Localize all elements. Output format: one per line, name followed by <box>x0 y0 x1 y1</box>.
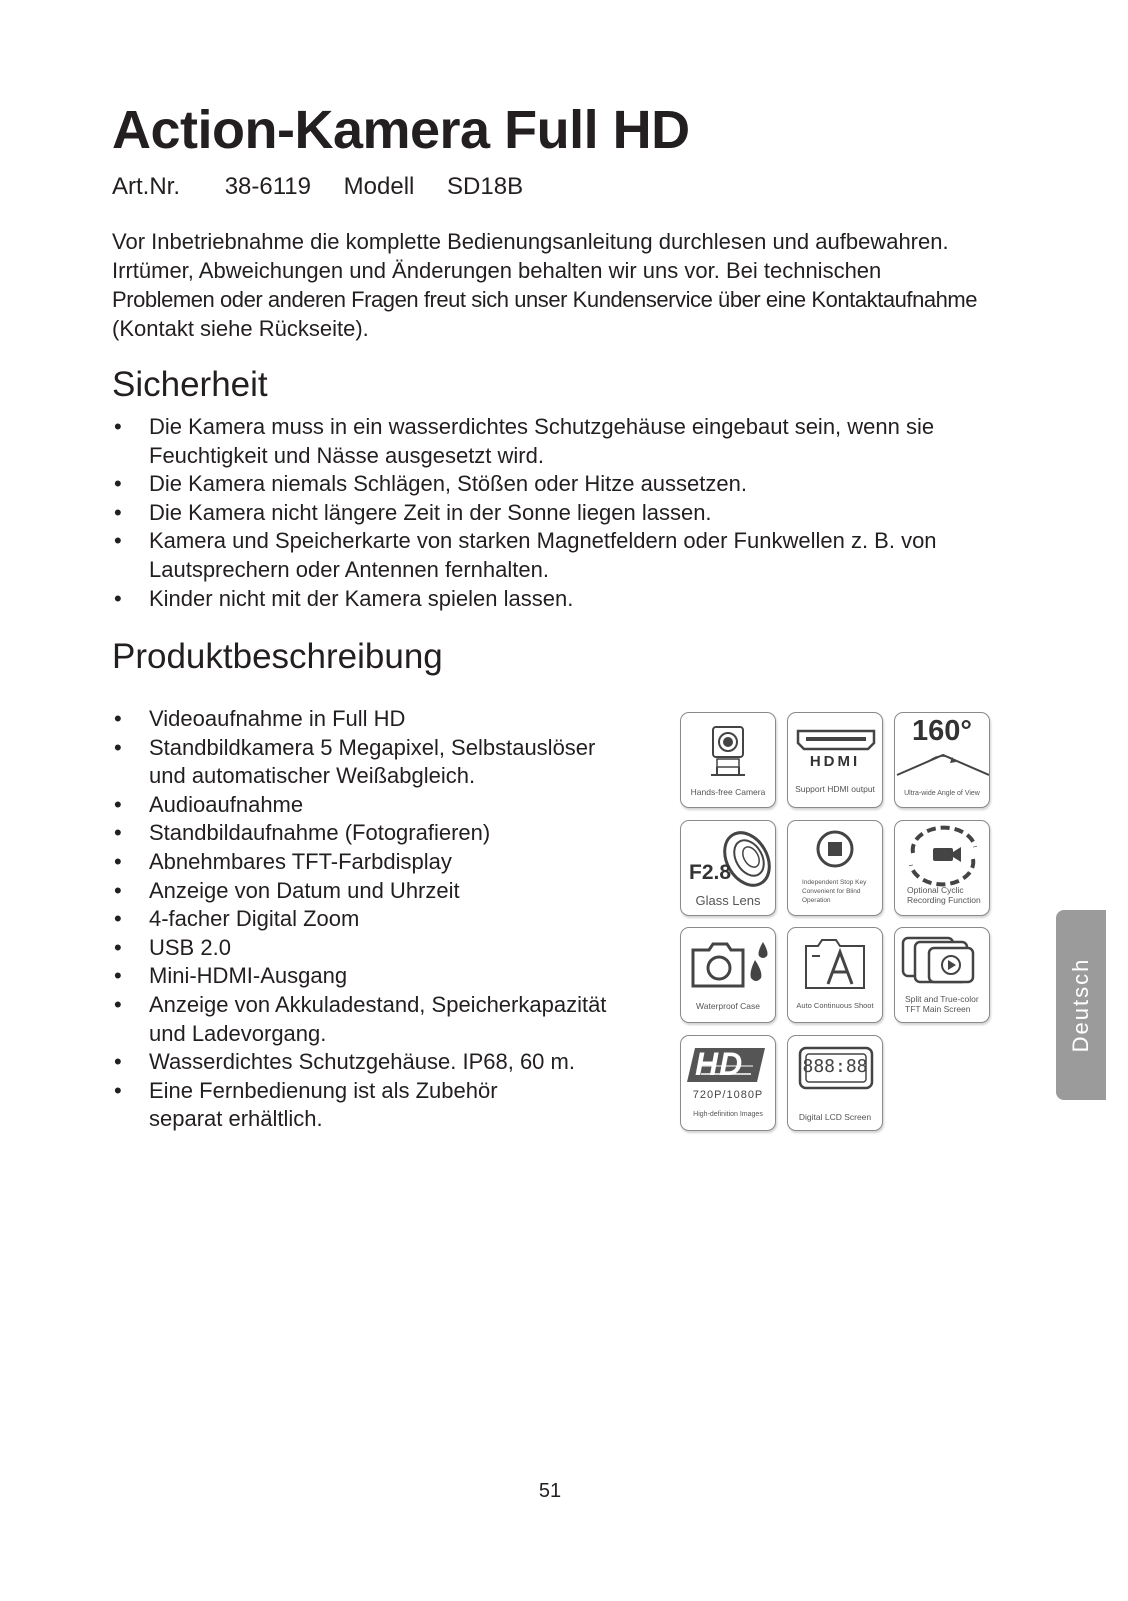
product-feature-list <box>112 705 606 1134</box>
hd-resolution: 720P/1080P <box>692 1089 764 1101</box>
feature-tile-hands-free <box>680 712 776 808</box>
product-feature-item <box>112 934 606 963</box>
feature-caption: Auto Continuous Shoot <box>796 1001 874 1010</box>
angle-value: 160° <box>912 715 972 747</box>
list-item-text: und automatischer Weißabgleich. <box>149 763 476 789</box>
caption-line: Recording Function <box>907 895 981 905</box>
list-item-text: Standbildaufnahme (Fotografieren) <box>149 820 491 846</box>
bullet-icon: • <box>114 1077 122 1103</box>
caption-line: Operation <box>802 897 831 904</box>
bullet-icon: • <box>114 934 122 960</box>
list-item-text: Kamera und Speicherkarte von starken Magnetfeldern oder Funkwellen z. B. von <box>149 528 937 554</box>
feature-caption: Ultra-wide Angle of View <box>904 790 980 797</box>
hd-logo: HD <box>695 1046 744 1082</box>
list-item-text: Mini-HDMI-Ausgang <box>149 963 348 989</box>
bullet-icon: • <box>114 991 122 1017</box>
bullet-icon: • <box>114 585 122 611</box>
list-item-text: separat erhältlich. <box>149 1106 323 1132</box>
safety-heading: Sicherheit <box>112 365 268 404</box>
feature-tile-lens <box>680 820 776 916</box>
list-item-text: 4-facher Digital Zoom <box>149 906 360 932</box>
list-item-text: Feuchtigkeit und Nässe ausgesetzt wird. <box>149 442 544 468</box>
intro-line: Vor Inbetriebnahme die komplette Bedienungsanleitung durchlesen und aufbewahren. <box>112 229 949 254</box>
model-number: SD18B <box>447 173 524 200</box>
safety-item <box>112 470 937 499</box>
feature-caption <box>905 994 979 1014</box>
bullet-icon: • <box>114 499 122 525</box>
feature-caption: Digital LCD Screen <box>798 1112 872 1122</box>
feature-tile-stop-key <box>787 820 883 916</box>
product-feature-item <box>112 1048 606 1077</box>
feature-caption: Glass Lens <box>695 893 761 908</box>
safety-list <box>112 413 937 613</box>
list-item-text: USB 2.0 <box>149 934 231 960</box>
feature-tile-waterproof <box>680 927 776 1023</box>
bullet-icon: • <box>114 528 122 554</box>
product-feature-item <box>112 791 606 820</box>
caption-line: Convenient for Blind <box>802 888 861 895</box>
feature-tile-cyclic <box>894 820 990 916</box>
page-title: Action-Kamera Full HD <box>112 100 690 160</box>
product-heading: Produktbeschreibung <box>112 637 443 676</box>
list-item-text: Die Kamera niemals Schlägen, Stößen oder Hitze aussetzen. <box>149 471 747 497</box>
product-feature-item <box>112 848 606 877</box>
intro-paragraph <box>112 227 1012 343</box>
product-feature-item <box>112 819 606 848</box>
product-feature-item <box>112 705 606 734</box>
hdmi-logo: HDMI <box>809 753 861 770</box>
list-item-text: Wasserdichtes Schutzgehäuse. IP68, 60 m. <box>149 1049 575 1075</box>
caption-line: TFT Main Screen <box>905 1004 971 1014</box>
bullet-icon: • <box>114 414 122 439</box>
caption-line: Independent Stop Key <box>802 879 867 886</box>
bullet-icon: • <box>114 963 122 989</box>
safety-item <box>112 527 937 584</box>
bullet-icon: • <box>114 471 122 497</box>
feature-tile-wide-angle <box>894 712 990 808</box>
language-tab <box>1056 910 1106 1100</box>
bullet-icon: • <box>114 877 122 903</box>
list-item-text: Videoaufnahme in Full HD <box>149 706 406 731</box>
feature-caption: Support HDMI output <box>795 784 875 794</box>
list-item-text: Audioaufnahme <box>149 791 304 817</box>
intro-line: Irrtümer, Abweichungen und Änderungen behalten wir uns vor. Bei technischen <box>112 258 882 283</box>
list-item-text: und Ladevorgang. <box>149 1020 327 1046</box>
product-feature-item <box>112 1077 606 1134</box>
list-item-text: Anzeige von Datum und Uhrzeit <box>149 877 460 903</box>
product-feature-item <box>112 991 606 1048</box>
page-number: 51 <box>538 1480 562 1502</box>
feature-caption: High-definition Images <box>693 1111 763 1118</box>
caption-line: Optional Cyclic <box>907 885 964 895</box>
list-item-text: Standbildkamera 5 Megapixel, Selbstauslöser <box>149 734 596 760</box>
feature-tile-split-screen <box>894 927 990 1023</box>
list-item-text: Abnehmbares TFT-Farbdisplay <box>149 848 452 874</box>
feature-caption: Waterproof Case <box>696 1001 760 1011</box>
caption-line: Split and True-color <box>905 994 979 1004</box>
list-item-text: Eine Fernbedienung ist als Zubehör <box>149 1077 498 1103</box>
bullet-icon: • <box>114 1049 122 1075</box>
bullet-icon: • <box>114 820 122 846</box>
list-item-text: Kinder nicht mit der Kamera spielen lassen. <box>149 585 574 611</box>
feature-caption: Hands-free Camera <box>690 787 766 797</box>
bullet-icon: • <box>114 848 122 874</box>
list-item-text: Die Kamera nicht längere Zeit in der Sonne liegen lassen. <box>149 499 712 525</box>
list-item-text: Anzeige von Akkuladestand, Speicherkapazität <box>149 991 607 1017</box>
product-feature-item <box>112 877 606 906</box>
lens-aperture: F2.8 <box>689 861 732 884</box>
feature-caption <box>802 878 866 905</box>
product-feature-item <box>112 734 606 791</box>
feature-caption <box>907 885 981 905</box>
intro-line: Problemen oder anderen Fragen freut sich unser Kundenservice über eine Kontaktaufnahme <box>112 287 978 312</box>
product-feature-item <box>112 962 606 991</box>
bullet-icon: • <box>114 906 122 932</box>
product-feature-item <box>112 905 606 934</box>
feature-tile-hd <box>680 1035 776 1131</box>
safety-item <box>112 499 937 528</box>
article-info <box>112 172 523 202</box>
article-number-label: Art.Nr. <box>112 173 181 200</box>
feature-tile-lcd <box>787 1035 883 1131</box>
lcd-digits: 888:88 <box>802 1056 868 1077</box>
model-label: Modell <box>343 173 415 200</box>
feature-tile-hdmi <box>787 712 883 808</box>
list-item-text: Lautsprechern oder Antennen fernhalten. <box>149 556 549 582</box>
bullet-icon: • <box>114 734 122 760</box>
bullet-icon: • <box>114 791 122 817</box>
feature-tile-auto-shoot <box>787 927 883 1023</box>
language-tab-label: Deutsch <box>1068 957 1093 1053</box>
safety-item <box>112 585 937 614</box>
intro-line: (Kontakt siehe Rückseite). <box>112 316 369 341</box>
article-number: 38-6119 <box>224 173 311 200</box>
list-item-text: Die Kamera muss in ein wasserdichtes Schutzgehäuse eingebaut sein, wenn sie <box>149 414 935 439</box>
safety-item <box>112 413 937 470</box>
bullet-icon: • <box>114 706 122 731</box>
